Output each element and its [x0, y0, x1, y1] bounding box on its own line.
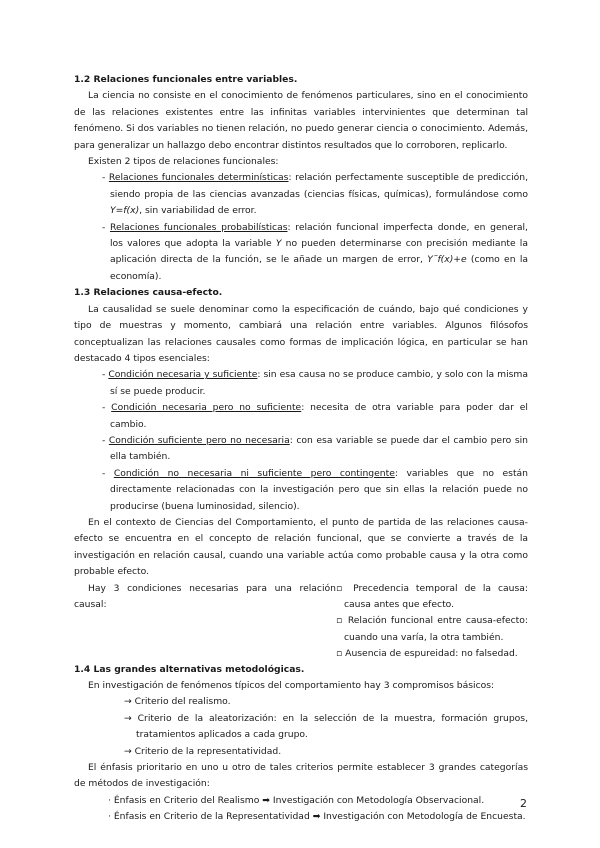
right-arrow-icon: ➡ [262, 794, 270, 806]
emphasis-item: · Énfasis en Criterio del Realismo ➡ Investigación con Metodología Observacional. [108, 794, 485, 806]
section-title-1-3: 1.3 Relaciones causa-efecto. [74, 287, 223, 299]
condition-item: ▫ Relación funcional entre causa-efecto: cuando una varía, la otra también. [336, 615, 528, 643]
section-title-1-2: 1.2 Relaciones funcionales entre variables. [74, 74, 298, 85]
list-item-probabilisticas: - Relaciones funcionales probabilísticas: relación funcional imperfecta donde, en general, los valores que adopta la variable Y no pueden determinarse con precisión mediante la aplicación directa de la función, se le añade un margen de error, Y˜f(x)+e (como en la economía). [102, 221, 529, 282]
section-title-1-4: 1.4 Las grandes alternativas metodológicas. [74, 663, 305, 675]
list-item-condicion-2: - Condición necesaria pero no suficiente: necesita de otra variable para poder dar el cambio. [102, 402, 528, 430]
term-probabilisticas: Relaciones funcionales probabilísticas [109, 221, 288, 233]
paragraph-causalidad: La causalidad se suele denominar como la especificación de cuándo, bajo qué condiciones y tipo de muestras y momento, cambiará una relación entre variables. Algunos filósofos conceptualizan las relaciones causales como formas de implicación lógica, en particular se han destacado 4 tipos esenciales: [74, 303, 528, 364]
criterion-item: → Criterio de la aleatorización: en la selección de la muestra, formación grupos, tratamientos aplicados a cada grupo. [124, 712, 528, 741]
condition-item: ▫ Ausencia de espureidad: no falsedad. [336, 648, 518, 660]
page-number: 2 [520, 797, 527, 810]
causal-conditions-list [336, 581, 528, 663]
condition-item: ▫ Precedencia temporal de la causa: causa antes que efecto. [336, 582, 528, 610]
list-item-condicion-3: - Condición suficiente pero no necesaria: con esa variable se puede dar el cambio pero sin ella también. [102, 434, 528, 463]
paragraph-contexto: En el contexto de Ciencias del Comportamiento, el punto de partida de las relaciones causa-efecto se encuentra en el concepto de relación funcional, que se convierte a través de la investigación en relación causal, cuando una variable actúa como probable causa y la otra como probable efecto. [74, 516, 528, 578]
document-page [74, 72, 528, 826]
paragraph-compromisos: En investigación de fenómenos típicos del comportamiento hay 3 compromisos básicos: [88, 680, 495, 691]
term-deterministicas: Relaciones funcionales determinísticas [108, 172, 289, 184]
criterion-item: → Criterio del realismo. [124, 696, 231, 708]
list-item-condicion-4: - Condición no necesaria ni suficiente pero contingente: variables que no están directamente relacionadas con la investigación pero que sin ellas la relación puede no producirse (buena luminosidad, silencio). [102, 467, 529, 512]
criterion-item: → Criterio de la representatividad. [124, 745, 282, 757]
list-item-deterministicas: - Relaciones funcionales determinísticas: relación perfectamente susceptible de predicción, siendo propia de las ciencias avanzadas (ciencias físicas, químicas), formulándose como Y=f(x), sin variabilidad de error. [102, 172, 528, 217]
emphasis-item: · Énfasis en Criterio de la Representatividad ➡ Investigación con Metodología de Encuesta. [108, 811, 526, 823]
right-arrow-icon: ➡ [312, 811, 321, 823]
paragraph-ciencia: La ciencia no consiste en el conocimiento de fenómenos particulares, sino en el conocimiento de las relaciones existentes entre las infinitas variables intervinientes que determinan tal fenómeno. Si dos variables no tienen relación, no puedo generar ciencia o conocimiento. Además, para generalizar un hallazgo debo encontrar distintos resultados que lo corroboren, replicarlo. [74, 90, 528, 151]
paragraph-condiciones: Hay 3 condiciones necesarias para una relación causal: [74, 582, 336, 610]
paragraph-tipos: Existen 2 tipos de relaciones funcionales: [88, 156, 279, 168]
paragraph-enfasis: El énfasis prioritario en uno u otro de tales criterios permite establecer 3 grandes categorías de métodos de investigación: [74, 762, 528, 790]
list-item-condicion-1: - Condición necesaria y suficiente: sin esa causa no se produce cambio, y solo con la misma sí se puede producir. [102, 369, 529, 397]
causal-conditions-block [74, 581, 528, 663]
